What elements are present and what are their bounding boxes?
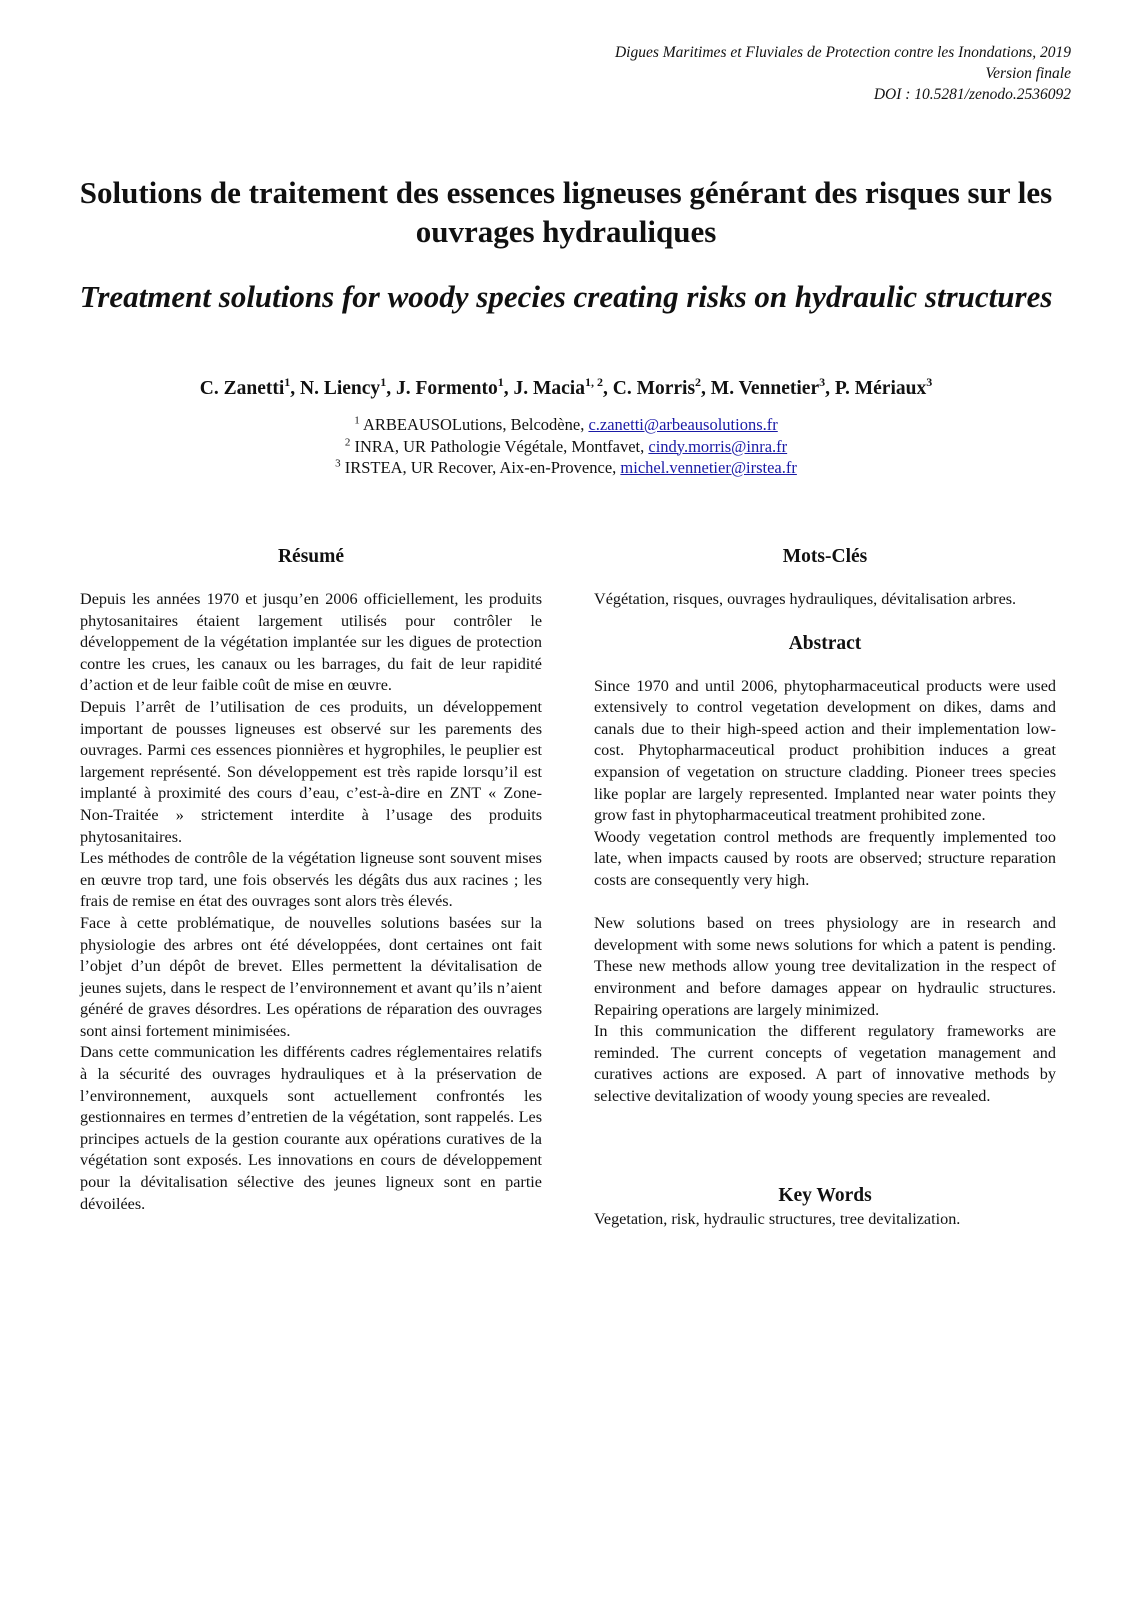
mots-cles-text: Végétation, risques, ouvrages hydrauliques, dévitalisation arbres. bbox=[594, 590, 1017, 608]
affiliation-list bbox=[0, 414, 1132, 479]
abstract-paragraph: Woody vegetation control methods are frequently implemented too late, when impacts caused by roots are observed; structure reparation costs are consequently very high. bbox=[594, 827, 1056, 889]
email-link[interactable]: c.zanetti@arbeausolutions.fr bbox=[588, 415, 778, 434]
resume-paragraph: Depuis les années 1970 et jusqu’en 2006 officiellement, les produits phytosanitaires étaient largement utilisés pour contrôler le développement de la végétation implantée sur les digues de protection contre les crues, les canaux ou les barrages, du fait de leur rapidité d’action et de leur faible coût de mise en œuvre. bbox=[80, 590, 542, 695]
author: P. Mériaux$^3$ bbox=[834, 374, 933, 399]
resume-paragraph: Face à cette problématique, de nouvelles solutions basées sur la physiologie des arbres ont été développées, dont certaines ont fait l’objet d’un dépôt de brevet. Elles permettent la dévitalisation de jeunes sujets, dans le respect de l’environnement et avant qu’ils n’aient généré de graves désordres. Les opérations de réparation des ouvrages sont ainsi fortement minimisées. bbox=[80, 913, 542, 1040]
author-list bbox=[0, 376, 1132, 402]
author: J. Macia$^{1, 2}$, bbox=[513, 374, 613, 399]
key-words-heading: Key Words bbox=[778, 1185, 872, 1207]
header-doi: DOI : 10.5281/zenodo.2536092 bbox=[873, 86, 1071, 103]
running-header bbox=[615, 42, 1071, 105]
mots-cles-heading: Mots-Clés bbox=[782, 546, 868, 567]
title-english: Treatment solutions for woody species creating risks on hydraulic structures bbox=[79, 279, 1053, 314]
resume-paragraph: Les méthodes de contrôle de la végétation ligneuse sont souvent mises en œuvre trop tard, une fois observés les dégâts dus aux racines ; les frais de remise en état des ouvrages sont alors très élevés. bbox=[80, 849, 542, 911]
key-words-text: Vegetation, risk, hydraulic structures, tree devitalization. bbox=[594, 1210, 961, 1229]
author: J. Formento$^1$, bbox=[395, 374, 514, 399]
affiliation: $^2$ INRA, UR Pathologie Végétale, Montfavet, cindy.morris@inra.fr bbox=[344, 436, 788, 456]
header-version: Version finale bbox=[985, 65, 1071, 82]
email-link[interactable]: cindy.morris@inra.fr bbox=[648, 436, 788, 456]
abstract-paragraph: Since 1970 and until 2006, phytopharmaceutical products were used extensively to control vegetation development on dikes, dams and canals due to their high-speed action and their implementation low-cost. Phytopharmaceutical product prohibition induces a great expansion of vegetation on structure cladding. Pioneer trees species like poplar are largely represented. Implanted near water points they grow fast in phytopharmaceutical treatment prohibited zone. bbox=[594, 676, 1056, 825]
right-column bbox=[594, 544, 1056, 1231]
author: N. Liency$^1$, bbox=[300, 374, 396, 399]
resume-heading: Résumé bbox=[277, 546, 345, 567]
author: C. Morris$^2$, bbox=[612, 374, 711, 399]
title-french: Solutions de traitement des essences ligneuses générant des risques sur les ouvrages hydrauliques bbox=[79, 175, 1053, 249]
affiliation: $^3$ IRSTEA, UR Recover, Aix-en-Provence, michel.vennetier@irstea.fr bbox=[335, 457, 797, 477]
abstract-paragraph: In this communication the different regulatory frameworks are reminded. The current concepts of vegetation management and curatives actions are exposed. A part of innovative methods by selective devitalization of woody young species are revealed. bbox=[594, 1022, 1056, 1105]
email-link[interactable]: michel.vennetier@irstea.fr bbox=[620, 458, 797, 477]
abstract-heading: Abstract bbox=[788, 632, 862, 654]
resume-paragraph: Depuis l’arrêt de l’utilisation de ces produits, un développement important de pousses ligneuses est observé sur les parements des ouvrages. Parmi ces essences pionnières et hygrophiles, le peuplier est largement représenté. Son développement est très rapide lorsqu’il est implanté à proximité des cours d’eau, c’est-à-dire en ZNT « Zone-Non-Traitée » strictement interdite à l’usage des produits phytosanitaires. bbox=[80, 697, 542, 846]
author: C. Zanetti$^1$, bbox=[199, 374, 301, 399]
left-column bbox=[80, 544, 542, 1215]
header-conference: Digues Maritimes et Fluviales de Protection contre les Inondations, 2019 bbox=[614, 44, 1071, 61]
abstract-paragraph: New solutions based on trees physiology are in research and development with some news solutions for which a patent is pending. These new methods allow young tree devitalization in the respect of environment and before damages appear on hydraulic structures. Repairing operations are largely minimized. bbox=[594, 914, 1056, 1019]
affiliation: $^1$ ARBEAUSOLutions, Belcodène, c.zanetti@arbeausolutions.fr bbox=[354, 414, 778, 434]
author: M. Vennetier$^3$, bbox=[710, 374, 835, 399]
resume-paragraph: Dans cette communication les différents cadres réglementaires relatifs à la sécurité des ouvrages hydrauliques et à la préservation de l’environnement, auxquels sont actuellement confrontés les gestionnaires en termes d’entretien de la végétation, sont rappelés. Les principes actuels de la gestion courante aux opérations curatives de la végétation sont exposés. Les innovations en cours de développement pour la dévitalisation sélective des jeunes ligneux sont en partie dévoilées. bbox=[80, 1043, 542, 1213]
